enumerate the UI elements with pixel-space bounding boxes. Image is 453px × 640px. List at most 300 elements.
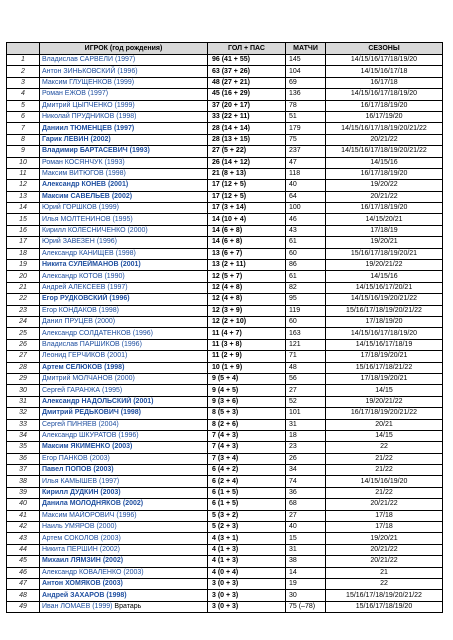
- player-cell: [40, 77, 208, 88]
- row-number: 18: [7, 248, 40, 259]
- player-birth-year: (1999): [98, 204, 119, 212]
- player-birth-year: (1993): [104, 158, 125, 166]
- matches-cell: 163: [286, 328, 326, 339]
- matches-cell: 75: [286, 134, 326, 145]
- goals-assists-cell: 48 (27 + 21): [208, 77, 286, 88]
- player-birth-year: (1997): [114, 56, 136, 64]
- player-cell: [40, 601, 208, 612]
- table-row: [7, 533, 443, 544]
- table-row: [7, 294, 443, 305]
- table-row: [7, 510, 443, 521]
- player-birth-year: (2003): [123, 568, 144, 576]
- player-cell: [40, 419, 208, 430]
- player-cell: [40, 590, 208, 601]
- player-cell: [40, 111, 208, 122]
- row-number: 26: [7, 339, 40, 350]
- matches-cell: 101: [286, 408, 326, 419]
- player-birth-year: (2000): [127, 227, 148, 235]
- matches-cell: 46: [286, 214, 326, 225]
- seasons-cell: 14/15: [326, 385, 443, 396]
- row-number: 49: [7, 601, 40, 612]
- player-name: Максим МАЙОРОВИЧ: [42, 511, 115, 519]
- table-row: [7, 396, 443, 407]
- row-number: 19: [7, 260, 40, 271]
- player-name: Никита СУЛЕЙМАНОВ: [42, 261, 119, 269]
- matches-cell: 26: [286, 453, 326, 464]
- table-row: [7, 123, 443, 134]
- row-number: 24: [7, 316, 40, 327]
- row-number: 8: [7, 134, 40, 145]
- table-row: [7, 385, 443, 396]
- row-number: 37: [7, 465, 40, 476]
- player-cell: [40, 260, 208, 271]
- matches-cell: 75 (–78): [286, 601, 326, 612]
- player-birth-year: (2000): [94, 318, 116, 326]
- goals-assists-cell: 12 (2 + 10): [208, 316, 286, 327]
- player-cell: [40, 100, 208, 111]
- seasons-cell: 14/15/16/19/20: [326, 476, 443, 487]
- player-cell: [40, 134, 208, 145]
- player-cell: [40, 430, 208, 441]
- stats-sheet: [6, 42, 443, 613]
- player-name: Дмитрий МОЛЧАНОВ: [42, 375, 113, 383]
- player-name: Егор ПАНКОВ: [42, 454, 88, 462]
- table-row: [7, 590, 443, 601]
- matches-cell: 60: [286, 248, 326, 259]
- table-row: [7, 77, 443, 88]
- player-cell: [40, 385, 208, 396]
- goals-assists-cell: 3 (0 + 3): [208, 601, 286, 612]
- row-number: 48: [7, 590, 40, 601]
- goals-assists-cell: 7 (4 + 3): [208, 430, 286, 441]
- player-birth-year: (2000): [96, 523, 117, 531]
- table-row: [7, 55, 443, 66]
- goals-assists-cell: 96 (41 + 55): [208, 55, 286, 66]
- matches-cell: 19: [286, 578, 326, 589]
- row-number: 15: [7, 214, 40, 225]
- player-name: Никита ПЕРШИН: [42, 545, 98, 553]
- table-row: [7, 328, 443, 339]
- matches-cell: 60: [286, 316, 326, 327]
- row-number: 42: [7, 522, 40, 533]
- seasons-cell: 17/18/19: [326, 225, 443, 236]
- table-row: [7, 408, 443, 419]
- matches-cell: 61: [286, 271, 326, 282]
- player-name: Андрей АЛЕКСЕЕВ: [42, 284, 106, 291]
- row-number: 22: [7, 294, 40, 305]
- goals-assists-cell: 11 (3 + 8): [208, 339, 286, 350]
- goals-assists-cell: 12 (4 + 8): [208, 282, 286, 293]
- table-row: [7, 351, 443, 362]
- goals-assists-cell: 5 (2 + 3): [208, 522, 286, 533]
- row-number: 45: [7, 556, 40, 567]
- table-row: [7, 260, 443, 271]
- player-birth-year: (1998): [120, 409, 141, 417]
- player-name: Сергей ГАРАНЖА: [42, 386, 101, 394]
- seasons-cell: 16/17/18/19/20: [326, 100, 443, 111]
- matches-cell: 52: [286, 396, 326, 407]
- player-birth-year: (2003): [89, 454, 110, 462]
- row-number: 44: [7, 544, 40, 555]
- goals-assists-cell: 4 (0 + 4): [208, 567, 286, 578]
- player-cell: [40, 328, 208, 339]
- player-name: Александр КОНЕВ: [42, 181, 106, 189]
- goals-assists-cell: 37 (20 + 17): [208, 100, 286, 111]
- player-birth-year: (1995): [112, 215, 133, 223]
- seasons-cell: 15/16/17/18/19/20: [326, 601, 443, 612]
- row-number: 27: [7, 351, 40, 362]
- player-cell: [40, 203, 208, 214]
- player-name: Наиль УМЯРОВ: [42, 523, 95, 531]
- header-matches: МАТЧИ: [286, 43, 326, 55]
- goals-assists-cell: 11 (4 + 7): [208, 328, 286, 339]
- matches-cell: 74: [286, 476, 326, 487]
- goals-assists-cell: 10 (1 + 9): [208, 362, 286, 373]
- table-row: [7, 430, 443, 441]
- table-row: [7, 225, 443, 236]
- goals-assists-cell: 3 (0 + 3): [208, 590, 286, 601]
- player-role: Вратарь: [114, 602, 142, 610]
- matches-cell: 121: [286, 339, 326, 350]
- seasons-cell: 14/15/16/17/18/19/20: [326, 55, 443, 66]
- player-birth-year: (2002): [102, 557, 124, 565]
- player-name: Даниил ТЮМЕНЦЕВ: [42, 124, 112, 132]
- player-cell: [40, 533, 208, 544]
- player-cell: [40, 237, 208, 248]
- goals-assists-cell: 14 (6 + 8): [208, 225, 286, 236]
- goals-assists-cell: 9 (4 + 5): [208, 385, 286, 396]
- table-row: [7, 168, 443, 179]
- player-name: Сергей ПИНЯЕВ: [42, 420, 97, 428]
- seasons-cell: 14/15: [326, 430, 443, 441]
- matches-cell: 64: [286, 191, 326, 202]
- table-row: [7, 442, 443, 453]
- player-cell: [40, 66, 208, 77]
- matches-cell: 136: [286, 89, 326, 100]
- player-cell: [40, 55, 208, 66]
- goals-assists-cell: 7 (4 + 3): [208, 442, 286, 453]
- goals-assists-cell: 6 (1 + 5): [208, 499, 286, 510]
- goals-assists-cell: 28 (14 + 14): [208, 123, 286, 134]
- player-cell: [40, 305, 208, 316]
- row-number: 23: [7, 305, 40, 316]
- row-number: 16: [7, 225, 40, 236]
- player-birth-year: (2002): [111, 192, 133, 200]
- header-goals-assists: ГОЛ + ПАС: [208, 43, 286, 55]
- seasons-cell: 14/15/16/17/18/19/20/21/22: [326, 123, 443, 134]
- player-cell: [40, 499, 208, 510]
- matches-cell: 119: [286, 305, 326, 316]
- player-cell: [40, 544, 208, 555]
- matches-cell: 68: [286, 499, 326, 510]
- player-birth-year: (2001): [120, 261, 141, 269]
- table-row: [7, 567, 443, 578]
- row-number: 17: [7, 237, 40, 248]
- player-birth-year: (2001): [133, 397, 154, 405]
- matches-cell: 43: [286, 225, 326, 236]
- player-name: Дмитрий РЕДЬКОВИЧ: [42, 409, 119, 417]
- goals-assists-cell: 63 (37 + 26): [208, 66, 286, 77]
- seasons-cell: 19/20/21: [326, 237, 443, 248]
- player-name: Александр СОЛДАТЕНКОВ: [42, 329, 131, 337]
- seasons-cell: 16/17/18: [326, 77, 443, 88]
- player-cell: [40, 123, 208, 134]
- goals-assists-cell: 14 (10 + 4): [208, 214, 286, 225]
- row-number: 3: [7, 77, 40, 88]
- player-birth-year: (1999): [92, 602, 113, 610]
- player-cell: [40, 578, 208, 589]
- row-number: 9: [7, 146, 40, 157]
- seasons-cell: 15/16/17/18/19/20/21/22: [326, 305, 443, 316]
- goals-assists-cell: 27 (5 + 22): [208, 146, 286, 157]
- player-birth-year: (2003): [93, 466, 114, 474]
- player-cell: [40, 294, 208, 305]
- matches-cell: 34: [286, 465, 326, 476]
- row-number: 30: [7, 385, 40, 396]
- player-cell: [40, 465, 208, 476]
- player-birth-year: (2003): [102, 580, 123, 588]
- seasons-cell: 20/21/22: [326, 191, 443, 202]
- player-cell: [40, 282, 208, 293]
- player-name: Андрей ЗАХАРОВ: [42, 591, 105, 599]
- row-number: 4: [7, 89, 40, 100]
- player-name: Николай ПРУДНИКОВ: [42, 113, 115, 121]
- row-number: 46: [7, 567, 40, 578]
- player-cell: [40, 157, 208, 168]
- player-name: Александр КОВАЛЕНКО: [42, 568, 122, 576]
- seasons-cell: 19/20/21/22: [326, 260, 443, 271]
- table-row: [7, 373, 443, 384]
- matches-cell: 30: [286, 590, 326, 601]
- goals-assists-cell: 4 (1 + 3): [208, 556, 286, 567]
- goals-assists-cell: 9 (5 + 4): [208, 373, 286, 384]
- row-number: 20: [7, 271, 40, 282]
- row-number: 29: [7, 373, 40, 384]
- player-birth-year: (2003): [112, 443, 133, 451]
- seasons-cell: 17/18: [326, 510, 443, 521]
- seasons-cell: 19/20/21/22: [326, 396, 443, 407]
- player-name: Александр ШКУРАТОВ: [42, 432, 117, 440]
- table-row: [7, 362, 443, 373]
- row-number: 38: [7, 476, 40, 487]
- matches-cell: 71: [286, 351, 326, 362]
- player-name: Юрий ГОРШКОВ: [42, 204, 97, 212]
- player-cell: [40, 442, 208, 453]
- matches-cell: 36: [286, 487, 326, 498]
- seasons-cell: 17/18/19/20: [326, 316, 443, 327]
- table-row: [7, 89, 443, 100]
- player-birth-year: (2003): [100, 489, 121, 497]
- table-row: [7, 556, 443, 567]
- seasons-cell: 14/15/16/17/20/21: [326, 282, 443, 293]
- seasons-cell: 21/22: [326, 487, 443, 498]
- matches-cell: 69: [286, 77, 326, 88]
- seasons-cell: 20/21/22: [326, 499, 443, 510]
- player-name: Данила МОЛОДНЯКОВ: [42, 500, 121, 508]
- player-birth-year: (1998): [98, 306, 120, 314]
- row-number: 21: [7, 282, 40, 293]
- seasons-cell: 14/15/20/21: [326, 214, 443, 225]
- seasons-cell: 14/15/16: [326, 157, 443, 168]
- player-birth-year: (1993): [129, 147, 150, 155]
- table-row: [7, 237, 443, 248]
- player-name: Максим САВЕЛЬЕВ: [42, 192, 110, 200]
- seasons-cell: 20/21/22: [326, 134, 443, 145]
- matches-cell: 100: [286, 203, 326, 214]
- seasons-cell: 19/20/22: [326, 180, 443, 191]
- matches-cell: 51: [286, 111, 326, 122]
- seasons-cell: 17/18/19/20/21: [326, 373, 443, 384]
- table-row: [7, 487, 443, 498]
- player-birth-year: (2002): [90, 135, 111, 143]
- row-number: 47: [7, 578, 40, 589]
- player-cell: [40, 168, 208, 179]
- player-cell: [40, 339, 208, 350]
- player-birth-year: (2002): [122, 500, 144, 508]
- player-birth-year: (1997): [107, 284, 128, 291]
- goals-assists-cell: 12 (5 + 7): [208, 271, 286, 282]
- goals-assists-cell: 11 (2 + 9): [208, 351, 286, 362]
- player-birth-year: (2002): [99, 545, 120, 553]
- table-row: [7, 522, 443, 533]
- matches-cell: 237: [286, 146, 326, 157]
- player-name: Антон ХОМЯКОВ: [42, 580, 101, 588]
- player-birth-year: (1999): [114, 101, 135, 109]
- header-player: ИГРОК (год рождения): [40, 43, 208, 55]
- table-row: [7, 544, 443, 555]
- matches-cell: 56: [286, 373, 326, 384]
- player-birth-year: (1998): [104, 363, 125, 371]
- table-row: [7, 214, 443, 225]
- player-cell: [40, 476, 208, 487]
- row-number: 13: [7, 191, 40, 202]
- player-cell: [40, 89, 208, 100]
- matches-cell: 31: [286, 544, 326, 555]
- seasons-cell: 14/15/16/17/18: [326, 66, 443, 77]
- table-row: [7, 282, 443, 293]
- player-birth-year: (1998): [105, 170, 126, 178]
- matches-cell: 27: [286, 510, 326, 521]
- seasons-cell: 21/22: [326, 453, 443, 464]
- player-name: Егор РУДКОВСКИЙ: [42, 295, 108, 303]
- table-row: [7, 248, 443, 259]
- player-birth-year: (1997): [98, 477, 120, 485]
- seasons-cell: 15/16/17/18/19/20/21: [326, 248, 443, 259]
- seasons-cell: 15/16/17/18/21/22: [326, 362, 443, 373]
- goals-assists-cell: 7 (3 + 4): [208, 453, 286, 464]
- player-cell: [40, 271, 208, 282]
- player-name: Александр КОТОВ: [42, 272, 103, 280]
- player-name: Кирилл КОЛЕСНИЧЕНКО: [42, 227, 126, 235]
- seasons-cell: 16/17/18/19/20: [326, 203, 443, 214]
- matches-cell: 145: [286, 55, 326, 66]
- player-cell: [40, 191, 208, 202]
- player-name: Антон ЗИНЬКОВСКИЙ: [42, 67, 116, 75]
- table-row: [7, 191, 443, 202]
- row-number: 28: [7, 362, 40, 373]
- row-number: 40: [7, 499, 40, 510]
- player-cell: [40, 146, 208, 157]
- player-name: Александр НАДОЛЬСКИЙ: [42, 397, 132, 405]
- player-name: Илья МОЛТЕНИНОВ: [42, 215, 111, 223]
- player-cell: [40, 510, 208, 521]
- seasons-cell: 20/21: [326, 419, 443, 430]
- table-body: [7, 55, 443, 613]
- row-number: 35: [7, 442, 40, 453]
- player-cell: [40, 453, 208, 464]
- header-seasons: СЕЗОНЫ: [326, 43, 443, 55]
- player-birth-year: (1996): [96, 238, 117, 246]
- player-name: Максим ЯКИМЕНКО: [42, 443, 111, 451]
- table-row: [7, 271, 443, 282]
- player-name: Михаил ЛЯМЗИН: [42, 557, 101, 565]
- goals-assists-cell: 17 (12 + 5): [208, 180, 286, 191]
- row-number: 12: [7, 180, 40, 191]
- player-cell: [40, 362, 208, 373]
- player-name: Юрий ЗАВЕЗЕН: [42, 238, 95, 246]
- row-number: 5: [7, 100, 40, 111]
- table-row: [7, 419, 443, 430]
- matches-cell: 23: [286, 442, 326, 453]
- row-number: 43: [7, 533, 40, 544]
- matches-cell: 86: [286, 260, 326, 271]
- player-name: Леонид ГЕРЧИКОВ: [42, 352, 106, 360]
- matches-cell: 78: [286, 100, 326, 111]
- player-name: Роман ЕЖОВ: [42, 90, 86, 98]
- matches-cell: 40: [286, 522, 326, 533]
- row-number: 41: [7, 510, 40, 521]
- row-number: 14: [7, 203, 40, 214]
- player-birth-year: (1990): [104, 272, 125, 280]
- matches-cell: 118: [286, 168, 326, 179]
- row-number: 7: [7, 123, 40, 134]
- player-name: Павел ПОПОВ: [42, 466, 92, 474]
- seasons-cell: 21: [326, 567, 443, 578]
- row-number: 11: [7, 168, 40, 179]
- player-cell: [40, 396, 208, 407]
- player-name: Роман КОСЯНЧУК: [42, 158, 103, 166]
- goals-assists-cell: 3 (0 + 3): [208, 578, 286, 589]
- seasons-cell: 14/15/16: [326, 271, 443, 282]
- matches-cell: 48: [286, 362, 326, 373]
- table-row: [7, 499, 443, 510]
- goals-assists-cell: 17 (3 + 14): [208, 203, 286, 214]
- player-name: Владислав САРВЕЛИ: [42, 56, 113, 64]
- player-birth-year: (1996): [109, 295, 130, 303]
- player-name: Владимир БАРТАСЕВИЧ: [42, 147, 128, 155]
- row-number: 2: [7, 66, 40, 77]
- table-row: [7, 601, 443, 612]
- goals-assists-cell: 6 (1 + 5): [208, 487, 286, 498]
- row-number: 25: [7, 328, 40, 339]
- player-birth-year: (1996): [121, 340, 142, 348]
- matches-cell: 95: [286, 294, 326, 305]
- player-birth-year: (1998): [106, 591, 127, 599]
- matches-cell: 40: [286, 180, 326, 191]
- seasons-cell: 15/16/17/18/19/20/21/22: [326, 590, 443, 601]
- table-row: [7, 100, 443, 111]
- matches-cell: 47: [286, 157, 326, 168]
- player-name: Егор КОНДАКОВ: [42, 306, 97, 314]
- goals-assists-cell: 12 (4 + 8): [208, 294, 286, 305]
- player-cell: [40, 214, 208, 225]
- goals-assists-cell: 8 (5 + 3): [208, 408, 286, 419]
- matches-cell: 27: [286, 385, 326, 396]
- player-cell: [40, 316, 208, 327]
- player-birth-year: (2000): [114, 375, 135, 383]
- goals-assists-cell: 14 (6 + 8): [208, 237, 286, 248]
- player-cell: [40, 567, 208, 578]
